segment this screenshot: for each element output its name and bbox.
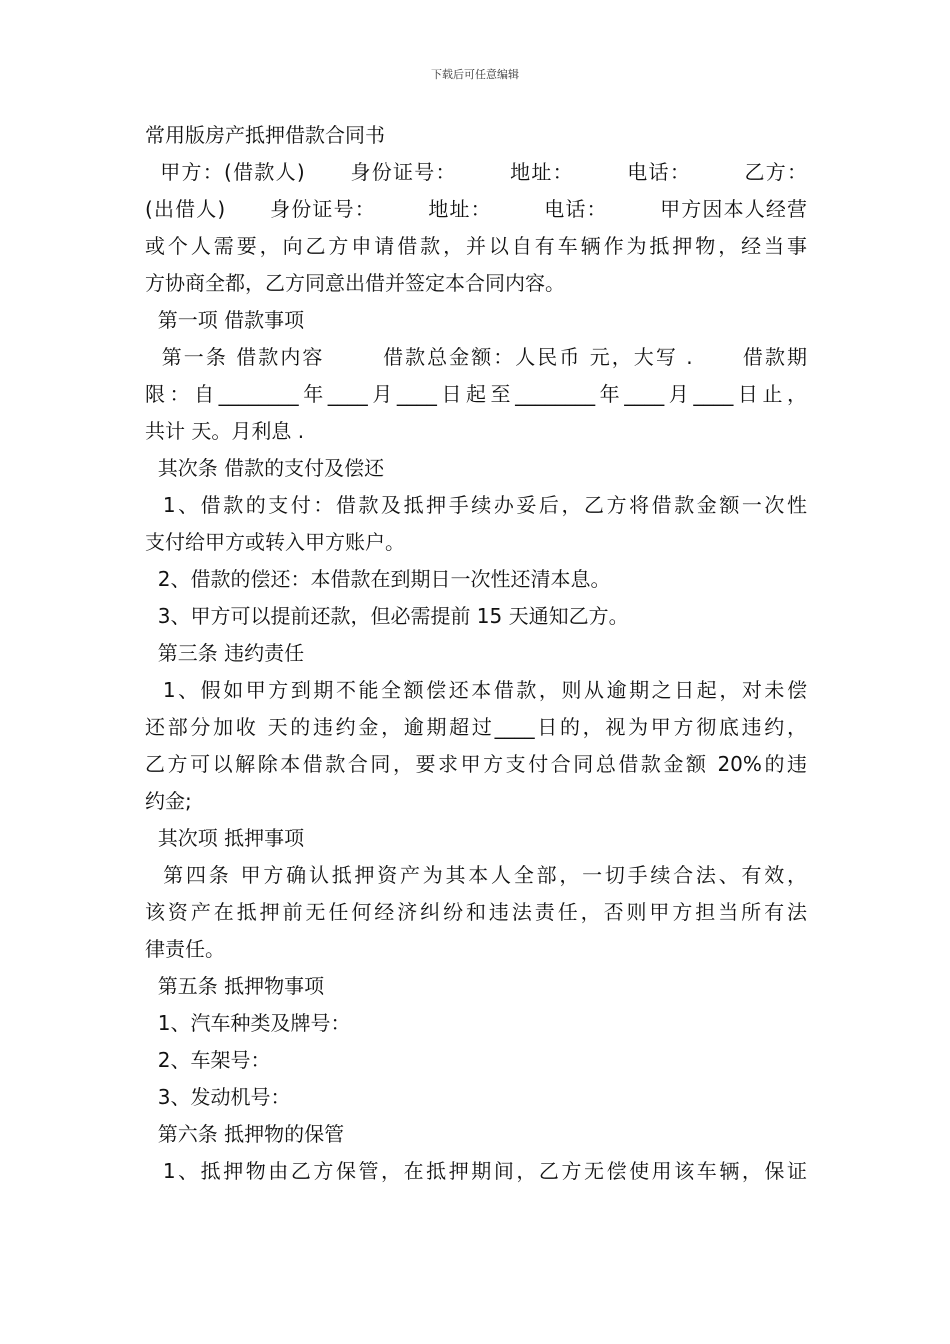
- text-line: 律责任。: [145, 937, 225, 961]
- page-header: 下载后可任意编辑: [431, 68, 519, 81]
- text-line: (出借人) 身份证号： 地址： 电话： 甲方因本人经营: [145, 197, 807, 221]
- text-line: 3、发动机号：: [145, 1085, 291, 1109]
- text-line: 3、甲方可以提前还款，但必需提前 15 天通知乙方。: [145, 604, 629, 628]
- text-line: 支付给甲方或转入甲方账户。: [145, 530, 405, 554]
- text-line: 1、抵押物由乙方保管，在抵押期间，乙方无偿使用该车辆，保证: [145, 1159, 807, 1183]
- text-line: 约金;: [145, 789, 192, 813]
- article-heading: 第三条 违约责任: [145, 641, 305, 665]
- text-line: 甲方：(借款人) 身份证号： 地址： 电话： 乙方：: [145, 160, 807, 184]
- text-line: 或个人需要，向乙方申请借款，并以自有车辆作为抵押物，经当事: [145, 234, 807, 258]
- text-line: 1、汽车种类及牌号：: [145, 1011, 351, 1035]
- text-line: 2、借款的偿还：本借款在到期日一次性还清本息。: [145, 567, 611, 591]
- section-heading: 其次项 抵押事项: [145, 826, 305, 850]
- text-line: 方协商全都，乙方同意出借并签定本合同内容。: [145, 271, 565, 295]
- text-line: 该资产在抵押前无任何经济纠纷和违法责任，否则甲方担当所有法: [145, 900, 807, 924]
- text-line: 第一条 借款内容 借款总金额：人民币 元，大写 . 借款期: [145, 345, 807, 369]
- text-line: 2、车架号：: [145, 1048, 271, 1072]
- text-line: 第四条 甲方确认抵押资产为其本人全部，一切手续合法、有效，: [145, 863, 807, 887]
- article-heading: 其次条 借款的支付及偿还: [145, 456, 385, 480]
- article-heading: 第六条 抵押物的保管: [145, 1122, 345, 1146]
- document-body: [145, 117, 807, 1190]
- article-heading: 第五条 抵押物事项: [145, 974, 325, 998]
- text-line: 1、借款的支付：借款及抵押手续办妥后，乙方将借款金额一次性: [145, 493, 807, 517]
- text-line: 还部分加收 天的违约金，逾期超过____日的，视为甲方彻底违约，: [145, 715, 807, 739]
- section-heading: 第一项 借款事项: [145, 308, 305, 332]
- text-line: 1、假如甲方到期不能全额偿还本借款，则从逾期之日起，对未偿: [145, 678, 807, 702]
- document-title: 常用版房产抵押借款合同书: [145, 123, 385, 147]
- text-line: 乙方可以解除本借款合同，要求甲方支付合同总借款金额 20%的违: [145, 752, 807, 776]
- text-line: 限：自________年____月____日起至________年____月____日止，: [145, 382, 807, 406]
- text-line: 共计 天。月利息 .: [145, 419, 305, 443]
